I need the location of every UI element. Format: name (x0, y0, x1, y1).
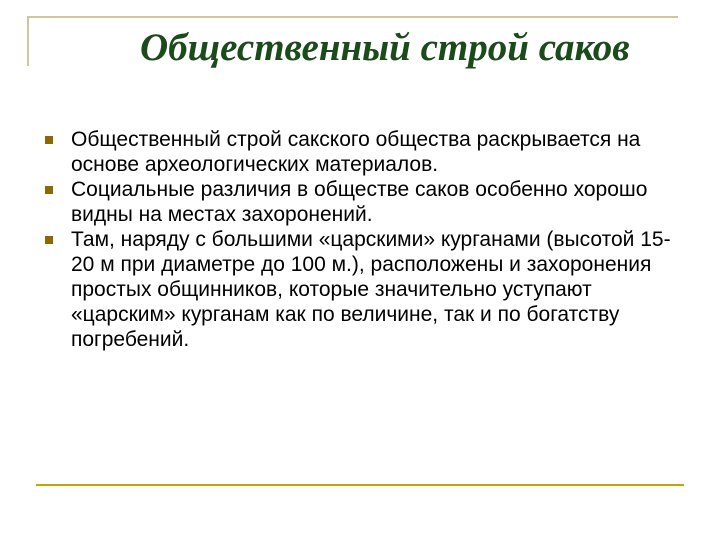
bullet-list (44, 127, 684, 352)
left-frame-line (27, 16, 29, 66)
square-bullet-icon (45, 236, 53, 244)
bullet-text: Социальные различия в обществе саков особенно хорошо видны на местах захоронений. (71, 178, 648, 226)
top-frame-line (27, 16, 678, 18)
square-bullet-icon (45, 136, 53, 144)
bullet-text: Общественный строй сакского общества раскрывается на основе археологических материалов. (71, 128, 641, 176)
bottom-rule-line (36, 484, 684, 486)
bullet-item (44, 227, 684, 352)
bullet-item (44, 177, 684, 227)
bullet-text: Там, наряду с большими «царскими» курганами (высотой 15-20 м при диаметре до 100 м.), расположены и захоронения простых общинников, которые значительно уступают «царским» курганам как по величине, так и по богатству погребений. (71, 228, 671, 351)
slide-title: Общественный строй саков (140, 26, 630, 69)
bullet-item (44, 127, 684, 177)
square-bullet-icon (45, 186, 53, 194)
